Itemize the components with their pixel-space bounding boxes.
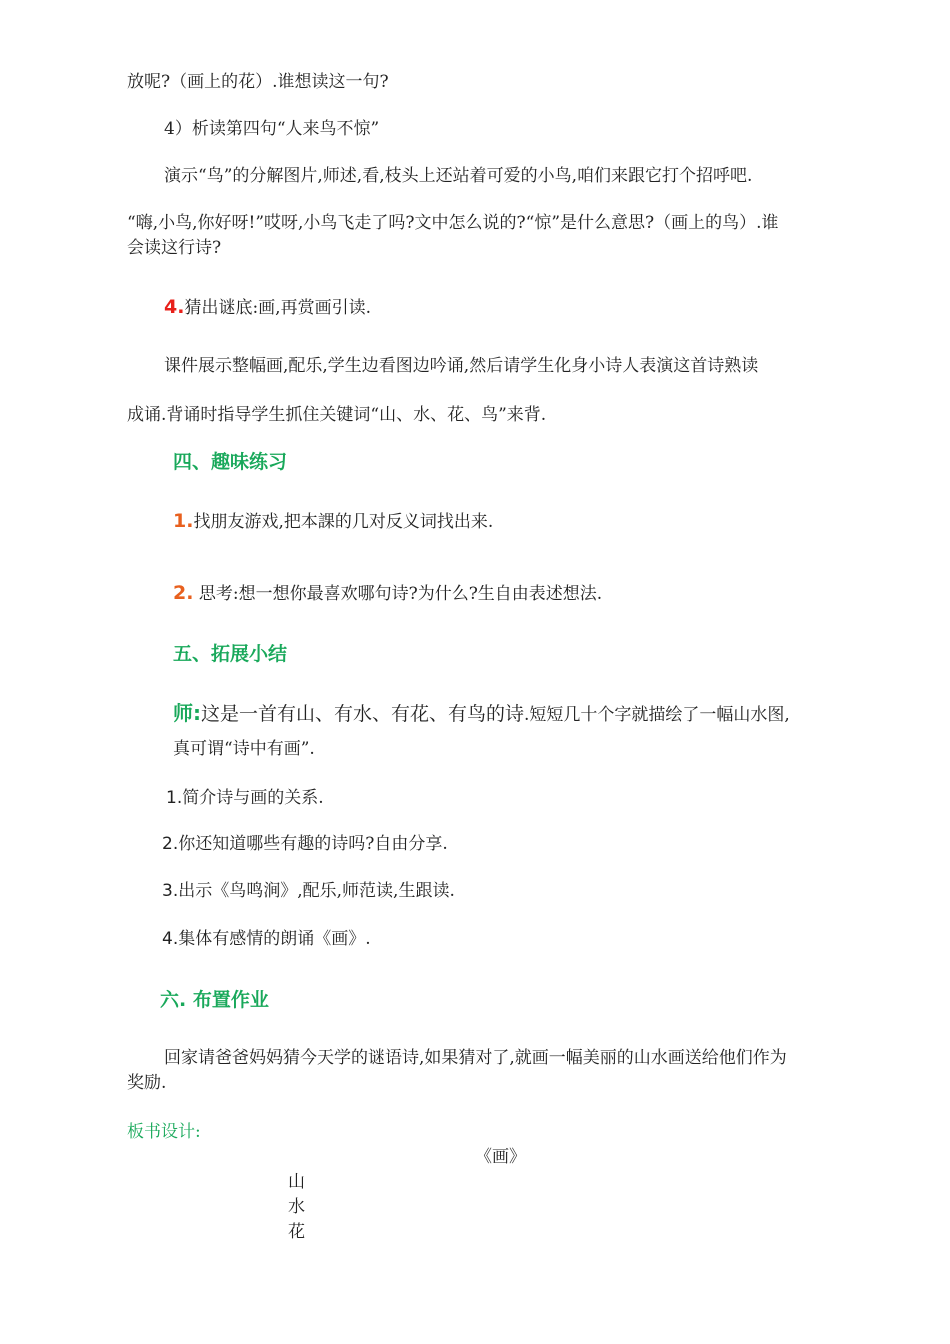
exercise-number: 1. [173, 510, 194, 532]
paragraph-line: “嗨,小鸟,你好呀!”哎呀,小鸟飞走了吗?文中怎么说的?“惊”是什么意思?（画上的鸟）.谁 [127, 213, 779, 233]
summary-number: 1. [166, 788, 183, 808]
exercise-item [173, 582, 602, 605]
paragraph-line: 奖励. [127, 1073, 167, 1093]
summary-number: 4. [162, 929, 179, 949]
summary-item [162, 880, 455, 902]
summary-number: 2. [162, 834, 179, 854]
teacher-text-emphasis: 这是一首有山、有水、有花、有鸟的诗 [201, 703, 525, 725]
paragraph-line: 课件展示整幅画,配乐,学生边看图边吟诵,然后请学生化身小诗人表演这首诗熟读 [164, 356, 759, 376]
board-title: 《画》 [475, 1147, 526, 1167]
paragraph-line: 成诵.背诵时指导学生抓住关键词“山、水、花、鸟”来背. [127, 405, 547, 425]
step-number: 4. [164, 296, 185, 318]
summary-text: 你还知道哪些有趣的诗吗?自由分享. [178, 834, 448, 854]
summary-text: 出示《鸟鸣涧》,配乐,师范读,生跟读. [178, 881, 455, 901]
exercise-text: 思考:想一想你最喜欢哪句诗?为什么?生自由表述想法. [193, 584, 603, 604]
teacher-label: 师: [173, 701, 201, 725]
board-char: 山 [288, 1172, 305, 1192]
exercise-number: 2. [173, 582, 194, 604]
step-item [164, 296, 371, 319]
paragraph-line: 回家请爸爸妈妈猜今天学的谜语诗,如果猜对了,就画一幅美丽的山水画送给他们作为 [164, 1048, 787, 1068]
teacher-text: .短短几十个字就描绘了一幅山水图, [524, 705, 790, 725]
exercise-text: 找朋友游戏,把本課的几对反义词找出来. [193, 512, 494, 532]
summary-item [162, 833, 448, 855]
summary-item [166, 787, 324, 809]
teacher-summary-line2: 真可谓“诗中有画”. [173, 739, 315, 759]
paragraph-line: 会读这行诗? [127, 238, 222, 258]
board-char: 花 [288, 1222, 305, 1242]
paragraph-line: 4）析读第四句“人来鸟不惊” [164, 119, 380, 139]
summary-text: 集体有感情的朗诵《画》. [178, 929, 371, 949]
summary-number: 3. [162, 881, 179, 901]
step-text: 猜出谜底:画,再赏画引读. [184, 298, 371, 318]
summary-item [162, 928, 371, 950]
board-char: 水 [288, 1197, 305, 1217]
section-heading: 四、趣味练习 [173, 451, 288, 473]
section-heading: 六. 布置作业 [160, 989, 269, 1011]
summary-text: 简介诗与画的关系. [182, 788, 324, 808]
section-heading: 五、拓展小结 [173, 643, 288, 665]
teacher-summary [173, 702, 790, 726]
paragraph-line: 演示“鸟”的分解图片,师述,看,枝头上还站着可爱的小鸟,咱们来跟它打个招呼吧. [164, 166, 753, 186]
exercise-item [173, 510, 493, 533]
paragraph-line: 放呢?（画上的花）.谁想读这一句? [127, 72, 389, 92]
board-label: 板书设计: [127, 1122, 201, 1142]
